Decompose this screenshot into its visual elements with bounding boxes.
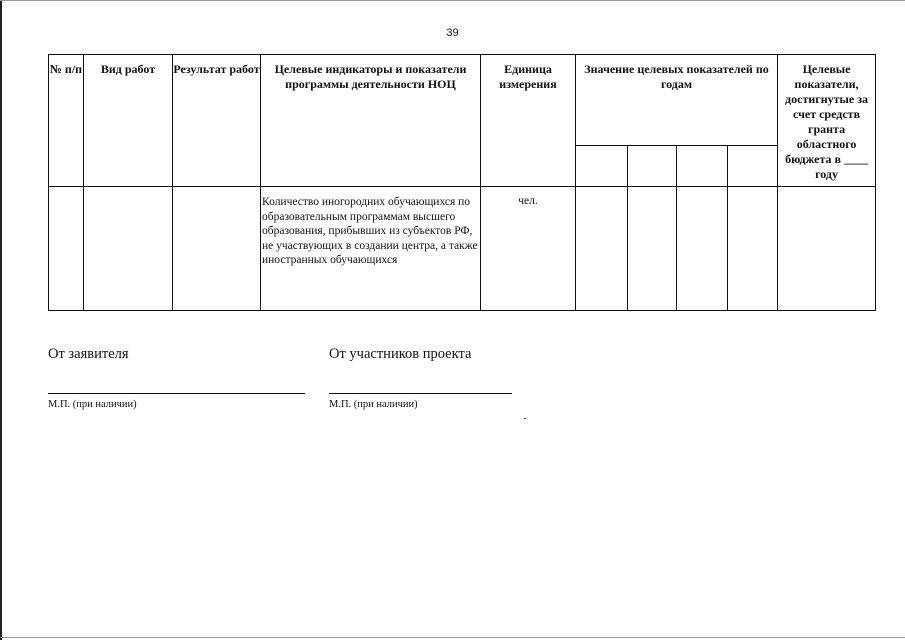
- applicant-signature-line: [48, 393, 305, 394]
- header-result: Результат работ: [173, 55, 261, 187]
- header-year-cell: [728, 146, 778, 187]
- cell-result: [173, 187, 261, 311]
- header-indicators: Целевые индикаторы и показатели программы деятельности НОЦ: [261, 55, 481, 187]
- applicant-signature-title: От заявителя: [48, 346, 129, 362]
- scan-speck: [524, 418, 526, 419]
- header-year-cell: [628, 146, 677, 187]
- indicators-table: [48, 54, 876, 311]
- cell-year-value: [677, 187, 728, 311]
- header-work-type: Вид работ: [84, 55, 173, 187]
- cell-year-value: [728, 187, 778, 311]
- participants-signature-block: [329, 346, 512, 410]
- table-row: [49, 187, 876, 311]
- cell-work-type: [84, 187, 173, 311]
- cell-year-value: [628, 187, 677, 311]
- page-number: 39: [446, 27, 459, 39]
- header-values-by-year: Значение целевых показателей по годам: [576, 55, 778, 146]
- header-achieved: Целевые показатели, достигнутые за счет средств гранта областного бюджета в ____ году: [778, 55, 876, 187]
- cell-indicator: Количество иногородних обучающихся по образовательным программам высшего образования, прибывших из субъектов РФ, не участвующих в создании центра, а также иностранных обучающихся: [261, 187, 481, 311]
- header-year-cell: [576, 146, 628, 187]
- scan-edge-line: [0, 637, 905, 638]
- cell-achieved: [778, 187, 876, 311]
- cell-unit: чел.: [481, 187, 576, 311]
- cell-num: [49, 187, 84, 311]
- scan-edge-line: [0, 0, 905, 1]
- participants-stamp-caption: М.П. (при наличии): [329, 399, 418, 410]
- cell-year-value: [576, 187, 628, 311]
- scan-edge-line: [0, 0, 2, 640]
- participants-signature-title: От участников проекта: [329, 346, 472, 362]
- header-num: № п/п: [49, 55, 84, 187]
- table-header-row: [49, 55, 876, 146]
- participants-signature-line: [329, 393, 512, 394]
- applicant-stamp-caption: М.П. (при наличии): [48, 399, 137, 410]
- header-year-cell: [677, 146, 728, 187]
- applicant-signature-block: [48, 346, 305, 410]
- header-unit: Единица измерения: [481, 55, 576, 187]
